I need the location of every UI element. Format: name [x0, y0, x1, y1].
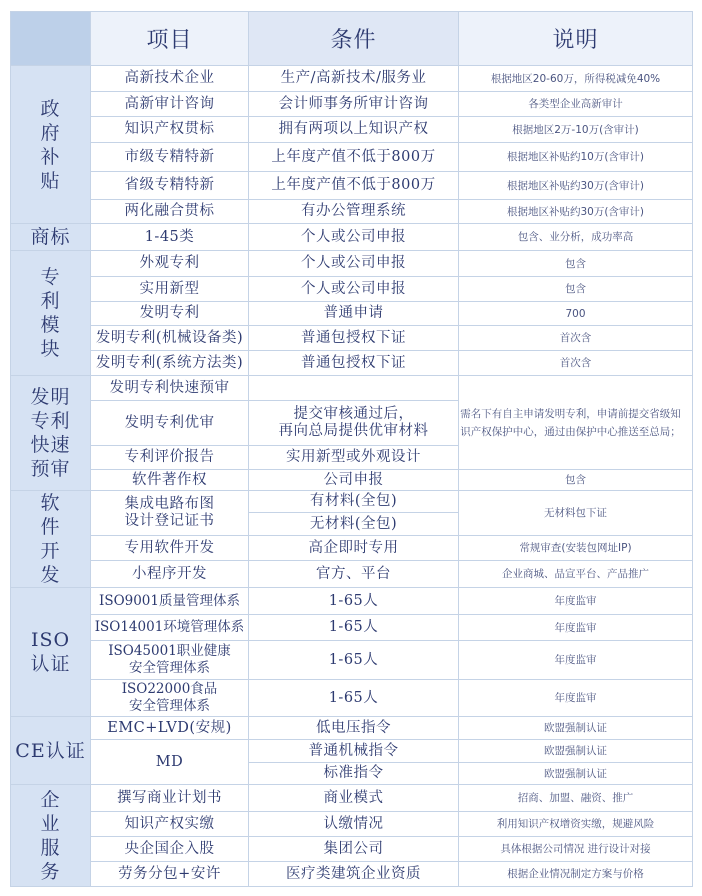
item-cell: 两化融合贯标	[91, 200, 249, 224]
table-row	[11, 588, 693, 615]
item-cell: 专用软件开发	[91, 535, 249, 561]
description-cell: 企业商城、品宣平台、产品推广	[459, 561, 693, 588]
item-cell: MD	[91, 740, 249, 785]
condition-cell: 个人或公司申报	[249, 251, 459, 277]
item-cell: 小程序开发	[91, 561, 249, 588]
description-cell: 根据地区补贴约10万(含审计)	[459, 143, 693, 172]
table-row	[11, 172, 693, 200]
description-cell: 包含	[459, 470, 693, 491]
description-cell: 根据地区2万-10万(含审计)	[459, 117, 693, 143]
category-gov-subsidy: 政府补贴	[11, 66, 91, 224]
condition-cell: 认缴情况	[249, 812, 459, 837]
table-row	[11, 837, 693, 862]
condition-cell: 高企即时专用	[249, 535, 459, 561]
category-iso	[11, 588, 91, 717]
description-cell: 根据地区补贴约30万(含审计)	[459, 200, 693, 224]
condition-cell: 个人或公司申报	[249, 224, 459, 251]
table-row	[11, 615, 693, 641]
condition-cell: 公司申报	[249, 470, 459, 491]
item-cell: 高新审计咨询	[91, 92, 249, 117]
table-row	[11, 641, 693, 680]
item-cell: 市级专精特新	[91, 143, 249, 172]
description-cell: 年度监审	[459, 680, 693, 717]
table-row	[11, 326, 693, 351]
condition-cell: 生产/高新技术/服务业	[249, 66, 459, 92]
table-row	[11, 143, 693, 172]
condition-cell	[249, 376, 459, 401]
header-condition: 条件	[249, 12, 459, 66]
table-row	[11, 224, 693, 251]
category-enterprise: 企业服务	[11, 785, 91, 887]
table-row	[11, 251, 693, 277]
condition-cell: 普通包授权下证	[249, 351, 459, 376]
table-row	[11, 680, 693, 717]
item-cell: 1-45类	[91, 224, 249, 251]
category-trademark: 商标	[11, 224, 91, 251]
condition-cell: 普通申请	[249, 302, 459, 326]
description-cell: 首次含	[459, 326, 693, 351]
item-cell: ISO9001质量管理体系	[91, 588, 249, 615]
item-cell: 发明专利(机械设备类)	[91, 326, 249, 351]
description-cell: 年度监审	[459, 615, 693, 641]
condition-cell: 个人或公司申报	[249, 277, 459, 302]
condition-line: 再向总局提供优审材料	[278, 423, 429, 439]
category-patent: 专利模块	[11, 251, 91, 376]
item-cell: 发明专利优审	[91, 401, 249, 446]
item-cell	[91, 491, 249, 536]
condition-cell: 普通机械指令	[249, 740, 459, 763]
table-row	[11, 92, 693, 117]
description-cell: 各类型企业高新审计	[459, 92, 693, 117]
description-cell: 欧盟强制认证	[459, 740, 693, 763]
item-line: 安全管理体系	[129, 698, 210, 714]
table-row	[11, 535, 693, 561]
description-cell: 包含	[459, 277, 693, 302]
condition-cell: 拥有两项以上知识产权	[249, 117, 459, 143]
category-ce: CE认证	[11, 717, 91, 785]
description-cell: 常规审查(安装包网址IP)	[459, 535, 693, 561]
description-cell: 年度监审	[459, 641, 693, 680]
item-cell: 央企国企入股	[91, 837, 249, 862]
condition-cell: 1-65人	[249, 615, 459, 641]
header-description: 说明	[459, 12, 693, 66]
item-cell	[91, 680, 249, 717]
table-row	[11, 470, 693, 491]
header-item: 项目	[91, 12, 249, 66]
header-row	[11, 12, 693, 66]
description-cell: 无材料包下证	[459, 491, 693, 536]
item-line: ISO22000食品	[121, 681, 218, 697]
item-cell: 专利评价报告	[91, 446, 249, 470]
condition-cell: 医疗类建筑企业资质	[249, 862, 459, 887]
item-line: ISO45001职业健康	[108, 643, 231, 659]
condition-cell: 实用新型或外观设计	[249, 446, 459, 470]
description-cell: 根据地区20-60万，所得税减免40%	[459, 66, 693, 92]
condition-cell	[249, 401, 459, 446]
description-cell: 包含	[459, 251, 693, 277]
condition-cell: 集团公司	[249, 837, 459, 862]
condition-cell: 1-65人	[249, 588, 459, 615]
description-cell: 招商、加盟、融资、推广	[459, 785, 693, 812]
item-cell: 软件著作权	[91, 470, 249, 491]
item-cell	[91, 641, 249, 680]
category-line: ISO	[30, 629, 71, 651]
condition-cell: 无材料(全包)	[249, 513, 459, 535]
description-cell: 首次含	[459, 351, 693, 376]
condition-cell: 官方、平台	[249, 561, 459, 588]
item-cell: 撰写商业计划书	[91, 785, 249, 812]
description-cell: 具体根据公司情况 进行设计对接	[459, 837, 693, 862]
condition-line: 提交审核通过后，	[293, 406, 414, 422]
category-fast-review: 发明专利快速预审	[11, 376, 91, 491]
description-cell: 欧盟强制认证	[459, 717, 693, 740]
description-cell: 年度监审	[459, 588, 693, 615]
item-cell: 高新技术企业	[91, 66, 249, 92]
condition-cell: 有材料(全包)	[249, 491, 459, 513]
description-cell: 欧盟强制认证	[459, 763, 693, 785]
table-row	[11, 302, 693, 326]
item-cell: 劳务分包+安许	[91, 862, 249, 887]
condition-cell: 标准指令	[249, 763, 459, 785]
services-table	[10, 11, 693, 887]
item-line: 集成电路布图	[124, 495, 215, 512]
category-line: 认证	[30, 653, 71, 675]
condition-cell: 上年度产值不低于800万	[249, 143, 459, 172]
condition-cell: 普通包授权下证	[249, 326, 459, 351]
item-line: 安全管理体系	[129, 660, 210, 676]
condition-cell: 有办公管理系统	[249, 200, 459, 224]
condition-cell: 会计师事务所审计咨询	[249, 92, 459, 117]
table-row	[11, 351, 693, 376]
item-cell: EMC+LVD(安规)	[91, 717, 249, 740]
description-cell-merged: 需名下有自主申请发明专利，申请前提交省级知识产权保护中心，通过由保护中心推送至总局；	[459, 376, 693, 470]
table-row	[11, 66, 693, 92]
description-cell: 根据企业情况制定方案与价格	[459, 862, 693, 887]
table-row	[11, 376, 693, 401]
table-row	[11, 785, 693, 812]
table-row	[11, 740, 693, 763]
item-cell: 发明专利(系统方法类)	[91, 351, 249, 376]
table-row	[11, 491, 693, 513]
description-cell: 利用知识产权增资实缴，规避风险	[459, 812, 693, 837]
item-cell: 省级专精特新	[91, 172, 249, 200]
description-cell: 根据地区补贴约30万(含审计)	[459, 172, 693, 200]
item-cell: 知识产权贯标	[91, 117, 249, 143]
description-cell: 包含、业分析，成功率高	[459, 224, 693, 251]
table-row	[11, 200, 693, 224]
condition-cell: 1-65人	[249, 641, 459, 680]
item-cell: ISO14001环境管理体系	[91, 615, 249, 641]
header-category	[11, 12, 91, 66]
item-line: 设计登记证书	[124, 512, 215, 529]
table-row	[11, 862, 693, 887]
description-cell: 700	[459, 302, 693, 326]
table-row	[11, 117, 693, 143]
table-row	[11, 812, 693, 837]
condition-cell: 上年度产值不低于800万	[249, 172, 459, 200]
item-cell: 知识产权实缴	[91, 812, 249, 837]
table-row	[11, 277, 693, 302]
condition-cell: 1-65人	[249, 680, 459, 717]
table-row	[11, 561, 693, 588]
item-cell: 发明专利快速预审	[91, 376, 249, 401]
condition-cell: 商业模式	[249, 785, 459, 812]
item-cell: 实用新型	[91, 277, 249, 302]
condition-cell: 低电压指令	[249, 717, 459, 740]
item-cell: 外观专利	[91, 251, 249, 277]
item-cell: 发明专利	[91, 302, 249, 326]
table-row	[11, 717, 693, 740]
category-software: 软件开发	[11, 491, 91, 588]
